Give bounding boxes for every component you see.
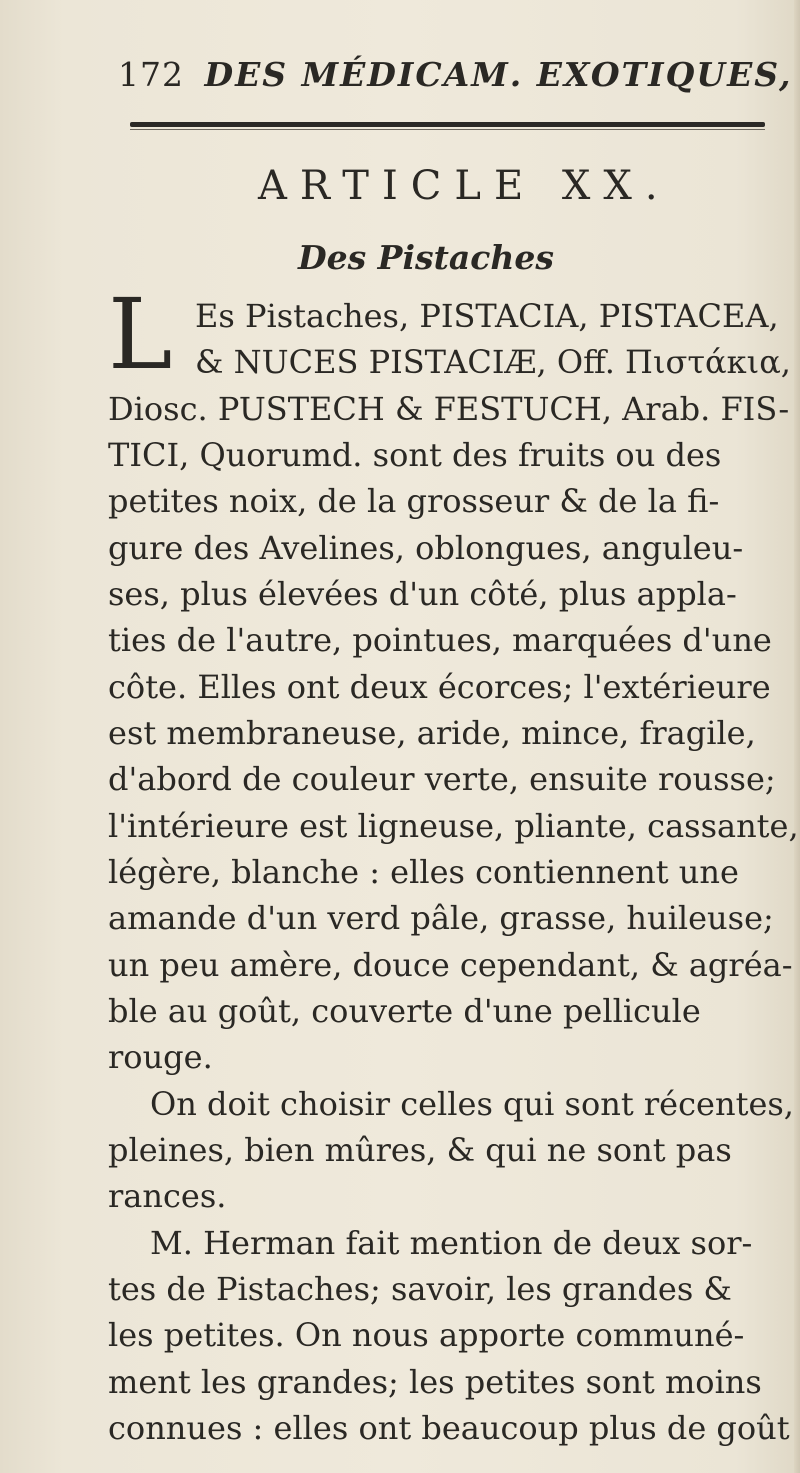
text-line: petites noix, de la grosseur & de la fi-: [108, 482, 720, 520]
text-line: On doit choisir celles qui sont récentes,: [150, 1085, 794, 1123]
text-line: gure des Avelines, oblongues, anguleu-: [108, 529, 744, 567]
drop-cap: L: [108, 278, 173, 391]
text-line: les petites. On nous apporte communé-: [108, 1316, 745, 1354]
text-line: d'abord de couleur verte, ensuite rousse;: [108, 760, 776, 798]
text-line: connues : elles ont beaucoup plus de goût: [108, 1409, 790, 1447]
article-heading: ARTICLE XX.: [258, 163, 671, 209]
text-line: est membraneuse, aride, mince, fragile,: [108, 714, 756, 752]
text-line: ties de l'autre, pointues, marquées d'une: [108, 621, 772, 659]
page-edge: [794, 0, 800, 1473]
header-rule: [130, 122, 765, 127]
text-line: ble au goût, couverte d'une pellicule: [108, 992, 701, 1030]
text-line: rouge.: [108, 1038, 213, 1076]
article-subtitle: Des Pistaches: [298, 238, 554, 277]
page-number: 172: [118, 55, 184, 94]
header-rule-thin: [130, 129, 765, 130]
text-line: amande d'un verd pâle, grasse, huileuse;: [108, 899, 774, 937]
text-line: ses, plus élevées d'un côté, plus appla-: [108, 575, 737, 613]
text-line: légère, blanche : elles contiennent une: [108, 853, 739, 891]
text-line: & NUCES PISTACIÆ, Off. Πιστάκια,: [195, 343, 791, 381]
running-title: DES MÉDICAM. EXOTIQUES,: [204, 55, 793, 94]
text-line: ment les grandes; les petites sont moins: [108, 1363, 762, 1401]
text-line: M. Herman fait mention de deux sor-: [150, 1224, 753, 1262]
text-line: tes de Pistaches; savoir, les grandes &: [108, 1270, 732, 1308]
text-line: Es Pistaches, PISTACIA, PISTACEA,: [195, 297, 779, 335]
text-line: l'intérieure est ligneuse, pliante, cassante,: [108, 807, 799, 845]
text-line: un peu amère, douce cependant, & agréa-: [108, 946, 793, 984]
text-line: Diosc. PUSTECH & FESTUCH, Arab. FIS-: [108, 390, 790, 428]
text-line: rances.: [108, 1177, 227, 1215]
text-line: côte. Elles ont deux écorces; l'extérieure: [108, 668, 771, 706]
running-head: [118, 50, 793, 100]
text-line: pleines, bien mûres, & qui ne sont pas: [108, 1131, 732, 1169]
text-line: TICI, Quorumd. sont des fruits ou des: [108, 436, 722, 474]
